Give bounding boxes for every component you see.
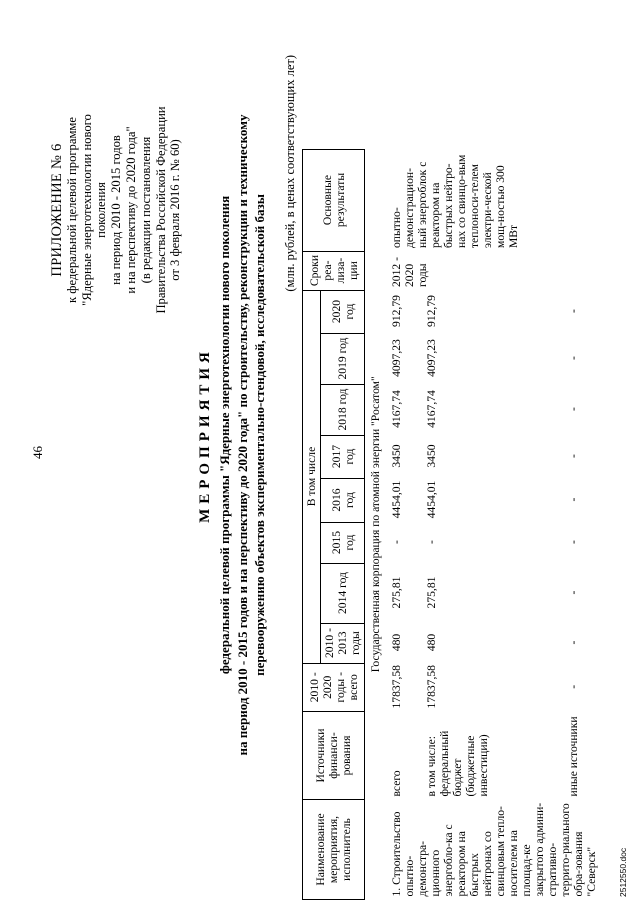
org-name: Государственная корпорация по атомной энергии "Росатом" <box>369 376 382 673</box>
page-number: 46 <box>30 446 45 459</box>
header-year: 2015 год <box>321 522 365 563</box>
value-cell: 4167,74 <box>424 390 438 428</box>
value-cell: 275,81 <box>424 576 438 609</box>
document-title <box>195 85 268 785</box>
title-line: перевооружению объектов экспериментально-стендовой, исследовательской базы <box>252 194 267 676</box>
source-cell: в том числе: федеральный бюджет (бюджетные инвестиции) <box>424 730 490 797</box>
title-line: федеральной целевой программы "Ядерные энерготехнологии нового поколения <box>217 195 232 675</box>
header-year: 2018 год <box>321 384 365 435</box>
terms-cell: 2012 - 2020 годы <box>390 257 429 288</box>
value-cell: - <box>567 590 580 595</box>
value-cell: 4454,01 <box>424 480 438 519</box>
value-cell: - <box>567 640 580 645</box>
header-total: 2010 - 2020 годы - всего <box>303 663 365 711</box>
value-cell: 275,81 <box>390 576 403 609</box>
appendix-line: к федеральной целевой программе <box>64 117 79 303</box>
header-year: 2016 год <box>321 478 365 522</box>
appendix-heading: ПРИЛОЖЕНИЕ № 6 <box>49 143 65 277</box>
total-cell: 17837,58 <box>424 665 438 709</box>
header-year: 2020 год <box>321 290 365 333</box>
title-line: на период 2010 - 2015 годов и на перспективу до 2020 года" по строительству, реконструкции и техническому <box>234 114 250 756</box>
header-year: 2010 - 2013 годы <box>321 623 365 663</box>
appendix-line: "Ядерные энерготехнологии нового поколения <box>79 114 109 306</box>
item-cell <box>386 800 598 900</box>
value-cell: 4097,23 <box>424 339 438 377</box>
source-cell: иные источники <box>567 716 580 797</box>
units-note: (млн. рублей, в ценах соответствующих лет) <box>283 55 297 292</box>
value-cell: - <box>567 356 580 360</box>
value-cell: - <box>567 309 580 313</box>
appendix-block <box>50 95 183 325</box>
value-cell: - <box>567 407 580 411</box>
value-cell: 3450 <box>424 444 438 468</box>
value-cell: 4454,01 <box>390 480 403 519</box>
appendix-line: (в редакции постановления <box>138 136 153 284</box>
file-footer: 2512550.doc <box>618 847 628 897</box>
results-cell: опытно-демонстрацион-ный энергоблок с реактором на быстрых нейтро-нах со свинцо-вым теплоноси-телем электри-ческой мощ-ностью 300 МВт <box>390 154 520 249</box>
value-cell: - <box>567 497 580 502</box>
header-year: 2019 год <box>321 333 365 384</box>
header-year: 2017 год <box>321 435 365 478</box>
value-cell: 3450 <box>390 444 403 468</box>
appendix-line: и на перспективу до 2020 года" <box>123 126 138 294</box>
value-cell: 912,79 <box>424 295 438 327</box>
header-row <box>303 149 321 899</box>
table-row <box>386 149 421 899</box>
title-main: МЕРОПРИЯТИЯ <box>197 347 213 523</box>
total-cell: - <box>567 684 580 689</box>
value-cell: 912,79 <box>390 295 403 327</box>
header-results: Основные результаты <box>303 149 365 251</box>
header-name: Наименование мероприятия, исполнитель <box>303 800 365 900</box>
appendix-line: от 3 февраля 2016 г. № 60) <box>168 139 183 281</box>
total-cell: 17837,58 <box>390 665 403 709</box>
header-including: В том числе <box>303 290 321 663</box>
value-cell: - <box>567 540 580 544</box>
org-row <box>365 149 387 899</box>
item-number: 1. <box>390 887 403 897</box>
value-cell: - <box>390 540 403 544</box>
measures-table <box>302 149 598 900</box>
source-cell: всего <box>390 770 403 797</box>
appendix-line: на период 2010 - 2015 годов <box>109 135 124 285</box>
value-cell: - <box>567 454 580 458</box>
value-cell: 4097,23 <box>390 339 403 377</box>
item-name: Строительство опытно-демонстра-ционного энергобло-ка с реактором на быстрых нейтронах со свинцовым тепло-носителем на площад-ке закрытого админи-стративно-террито-риального обра-зования "Северск" <box>390 802 598 897</box>
header-terms: Сроки реа-лиза-ции <box>303 251 365 290</box>
value-cell: 4167,74 <box>390 390 403 428</box>
appendix-line: Правительства Российской Федерации <box>153 106 168 314</box>
value-cell: 480 <box>424 633 438 652</box>
header-year: 2014 год <box>321 563 365 623</box>
header-source: Источники финанси-рования <box>303 712 365 800</box>
value-cell: 480 <box>390 633 403 652</box>
value-cell: - <box>424 540 438 544</box>
